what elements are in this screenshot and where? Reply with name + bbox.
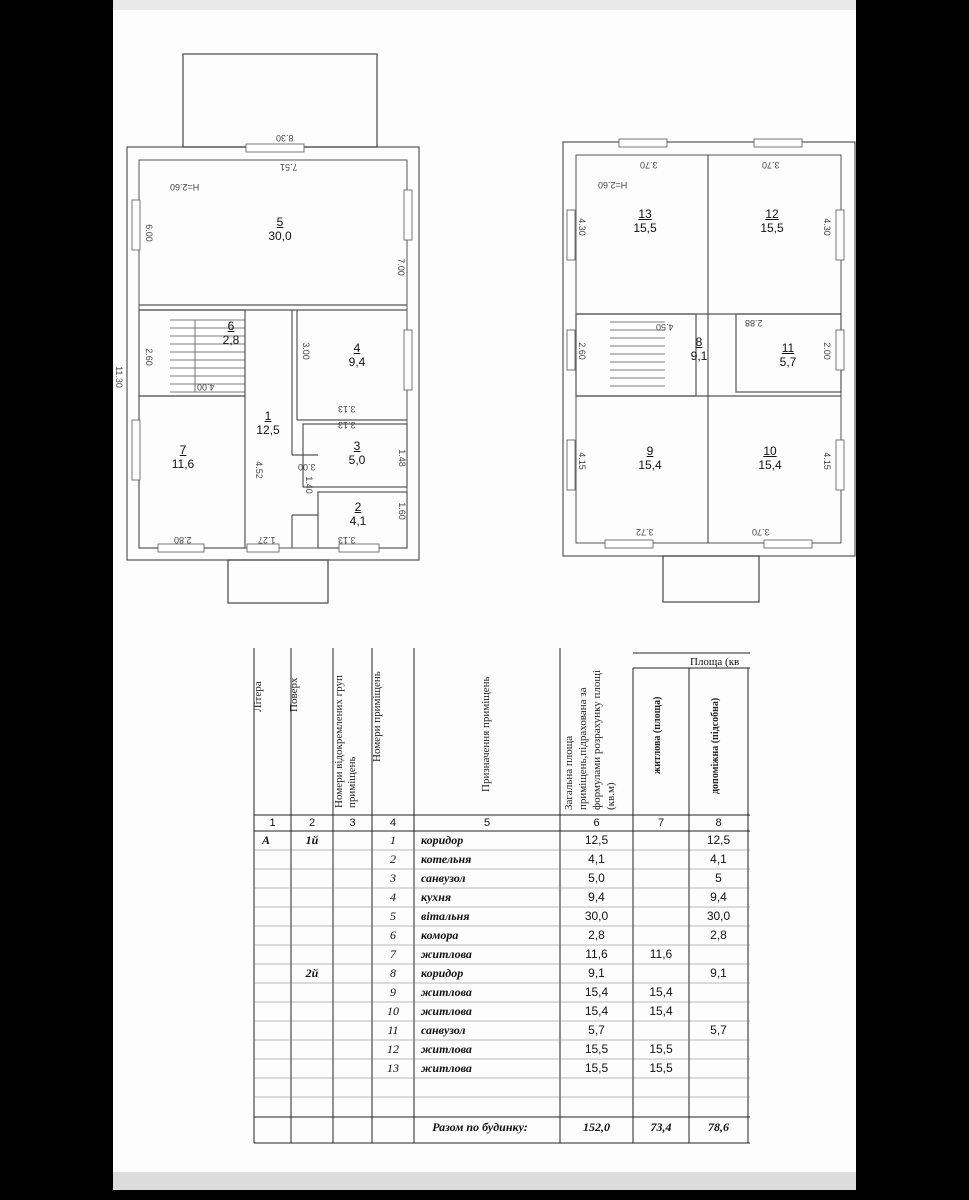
table-cell: 6 bbox=[390, 928, 396, 942]
column-number: 1 bbox=[269, 817, 276, 829]
room-number: 2 bbox=[354, 500, 362, 514]
table-cell: 12,5 bbox=[584, 833, 609, 847]
table-cell: 13 bbox=[387, 1061, 399, 1075]
table-cell: 9,1 bbox=[710, 966, 727, 980]
room-area: 11,6 bbox=[171, 457, 195, 471]
table-cell: комора bbox=[421, 928, 459, 942]
dimension-label: 2.00 bbox=[821, 342, 832, 360]
table-cell: 5,0 bbox=[588, 871, 605, 885]
dimension-label: 1.40 bbox=[303, 476, 314, 494]
dimension-label: 4.50 bbox=[656, 322, 674, 332]
table-cell: 4,1 bbox=[588, 852, 605, 866]
column-number: 3 bbox=[349, 817, 356, 829]
header-purpose: Призначення приміщень bbox=[480, 676, 492, 792]
table-cell: 15,5 bbox=[649, 1042, 673, 1056]
table-cell: 9,4 bbox=[710, 890, 727, 904]
dimension-label: 6.00 bbox=[143, 224, 154, 242]
room-area: 30,0 bbox=[268, 229, 292, 243]
table-cell: 15,5 bbox=[649, 1061, 673, 1075]
header-groups: Номери відокремлених груп приміщень bbox=[333, 675, 358, 808]
table-cell: житлова bbox=[421, 1004, 472, 1018]
dimension-label: 11.30 bbox=[113, 366, 124, 388]
dimension-label: 2.60 bbox=[143, 348, 154, 366]
room-number: 5 bbox=[276, 215, 284, 229]
room-area: 15,5 bbox=[760, 221, 784, 235]
table-cell: 15,5 bbox=[584, 1061, 609, 1075]
table-cell: 5 bbox=[390, 909, 396, 923]
table-cell: 15,4 bbox=[584, 1004, 609, 1018]
room-number: 8 bbox=[695, 335, 703, 349]
table-cell: житлова bbox=[421, 947, 472, 961]
column-number: 5 bbox=[483, 817, 491, 829]
room-number: 11 bbox=[781, 341, 795, 355]
table-cell: кухня bbox=[421, 890, 452, 904]
table-cell: коридор bbox=[421, 966, 464, 980]
dimension-label: 4.52 bbox=[253, 461, 264, 479]
table-cell: 12 bbox=[387, 1042, 399, 1056]
dimension-label: 1.48 bbox=[396, 449, 407, 467]
dimension-label: 1.27 bbox=[258, 535, 276, 545]
dimension-label: 3.72 bbox=[636, 527, 654, 537]
dimension-label: 3.13 bbox=[338, 420, 356, 430]
header-total-area: Загальна площа приміщень,підрахована за формулами розрахунку площі (кв.м) bbox=[563, 670, 617, 810]
header-floor: Поверх bbox=[288, 677, 300, 712]
room-number: 6 bbox=[227, 319, 235, 333]
table-cell: санвузол bbox=[421, 871, 466, 885]
room-area: 9,1 bbox=[690, 349, 708, 363]
table-cell: 2й bbox=[305, 966, 319, 980]
table-cell: 2,8 bbox=[710, 928, 727, 942]
table-cell: 15,4 bbox=[584, 985, 609, 999]
room-area: 5,7 bbox=[779, 355, 797, 369]
table-cell: 5,7 bbox=[588, 1023, 605, 1037]
dimension-label: 3.00 bbox=[300, 342, 311, 360]
header-room-numbers: Номери приміщень bbox=[371, 671, 383, 762]
room-number: 9 bbox=[646, 444, 654, 458]
room-number: 1 bbox=[264, 409, 272, 423]
room-number: 7 bbox=[179, 443, 187, 457]
table-cell: 2,8 bbox=[588, 928, 605, 942]
table-cell: 152,0 bbox=[583, 1120, 610, 1134]
room-area: 5,0 bbox=[348, 453, 366, 467]
room-area: 15,5 bbox=[633, 221, 657, 235]
header-litera: Літера bbox=[252, 681, 264, 712]
table-cell: 4,1 bbox=[710, 852, 727, 866]
dimension-label: 3.13 bbox=[338, 535, 356, 545]
table-cell: 9,1 bbox=[588, 966, 605, 980]
table-cell: 30,0 bbox=[584, 909, 609, 923]
table-cell: 2 bbox=[390, 852, 396, 866]
dimension-label: 4.30 bbox=[576, 218, 587, 236]
table-cell: 11,6 bbox=[585, 947, 608, 961]
dimension-label: 1.60 bbox=[396, 502, 407, 520]
table-cell: 78,6 bbox=[708, 1120, 729, 1134]
header-auxiliary: допоміжна (підсобна) bbox=[710, 697, 721, 794]
table-cell: житлова bbox=[421, 985, 472, 999]
dimension-label: 3.70 bbox=[640, 160, 658, 170]
table-cell: 15,4 bbox=[649, 1004, 673, 1018]
table-cell: 10 bbox=[387, 1004, 399, 1018]
table-cell: житлова bbox=[421, 1061, 472, 1075]
room-number: 10 bbox=[763, 444, 777, 458]
dimension-label: 2.88 bbox=[745, 318, 763, 328]
table-cell: вітальня bbox=[421, 909, 470, 923]
table-cell: 5,7 bbox=[710, 1023, 727, 1037]
table-cell: 1й bbox=[305, 833, 319, 847]
dimension-label: 7.51 bbox=[280, 162, 298, 172]
room-area: 12,5 bbox=[256, 423, 280, 437]
header-area-group: Площа (кв bbox=[690, 656, 740, 668]
room-number: 12 bbox=[765, 207, 779, 221]
dimension-label: H=2.60 bbox=[170, 182, 200, 192]
header-living: житлова (площа) bbox=[652, 696, 663, 774]
room-area: 15,4 bbox=[758, 458, 782, 472]
dimension-label: 4.30 bbox=[821, 218, 832, 236]
room-area: 4,1 bbox=[349, 514, 367, 528]
dimension-label: 7.00 bbox=[395, 258, 406, 276]
table-cell: 12,5 bbox=[706, 833, 731, 847]
table-cell: 1 bbox=[390, 833, 396, 847]
dimension-label: 2.80 bbox=[174, 535, 192, 545]
table-cell: 15,4 bbox=[649, 985, 673, 999]
dimension-label: 4.15 bbox=[576, 452, 587, 470]
dimension-label: 2.60 bbox=[576, 342, 587, 360]
table-cell: А bbox=[262, 833, 271, 847]
table-cell: 9,4 bbox=[588, 890, 605, 904]
table-cell: 11,6 bbox=[649, 947, 673, 961]
room-area: 9,4 bbox=[348, 355, 366, 369]
table-cell: санвузол bbox=[421, 1023, 466, 1037]
column-number: 4 bbox=[389, 817, 397, 829]
table-cell: коридор bbox=[421, 833, 464, 847]
table-cell: житлова bbox=[421, 1042, 472, 1056]
room-number: 4 bbox=[353, 341, 361, 355]
table-cell: Разом по будинку: bbox=[432, 1120, 528, 1134]
dimension-label: H=2.60 bbox=[598, 180, 628, 190]
dimension-label: 4.00 bbox=[197, 382, 215, 392]
dimension-label: 3.70 bbox=[752, 527, 770, 537]
column-number: 8 bbox=[715, 817, 722, 829]
table-cell: 9 bbox=[390, 985, 396, 999]
table-cell: 7 bbox=[390, 947, 396, 961]
dimension-label: 3.70 bbox=[762, 160, 780, 170]
table-cell: 15,5 bbox=[584, 1042, 609, 1056]
room-area: 2,8 bbox=[222, 333, 240, 347]
column-number: 2 bbox=[308, 817, 316, 829]
table-cell: 3 bbox=[390, 871, 396, 885]
room-number: 3 bbox=[353, 439, 361, 453]
table-cell: 4 bbox=[390, 890, 396, 904]
room-number: 13 bbox=[638, 207, 652, 221]
column-number: 6 bbox=[593, 817, 600, 829]
dimension-label: 3.00 bbox=[298, 462, 316, 472]
room-area: 15,4 bbox=[638, 458, 662, 472]
column-number: 7 bbox=[657, 817, 665, 829]
dimension-label: 4.15 bbox=[821, 452, 832, 470]
table-cell: 11 bbox=[387, 1023, 399, 1037]
dimension-label: 8.30 bbox=[276, 133, 294, 143]
table-cell: 73,4 bbox=[650, 1120, 672, 1134]
table-cell: 8 bbox=[390, 966, 396, 980]
table-cell: котельня bbox=[421, 852, 472, 866]
table-cell: 30,0 bbox=[706, 909, 731, 923]
table-cell: 5 bbox=[715, 871, 722, 885]
dimension-label: 3.13 bbox=[338, 404, 356, 414]
